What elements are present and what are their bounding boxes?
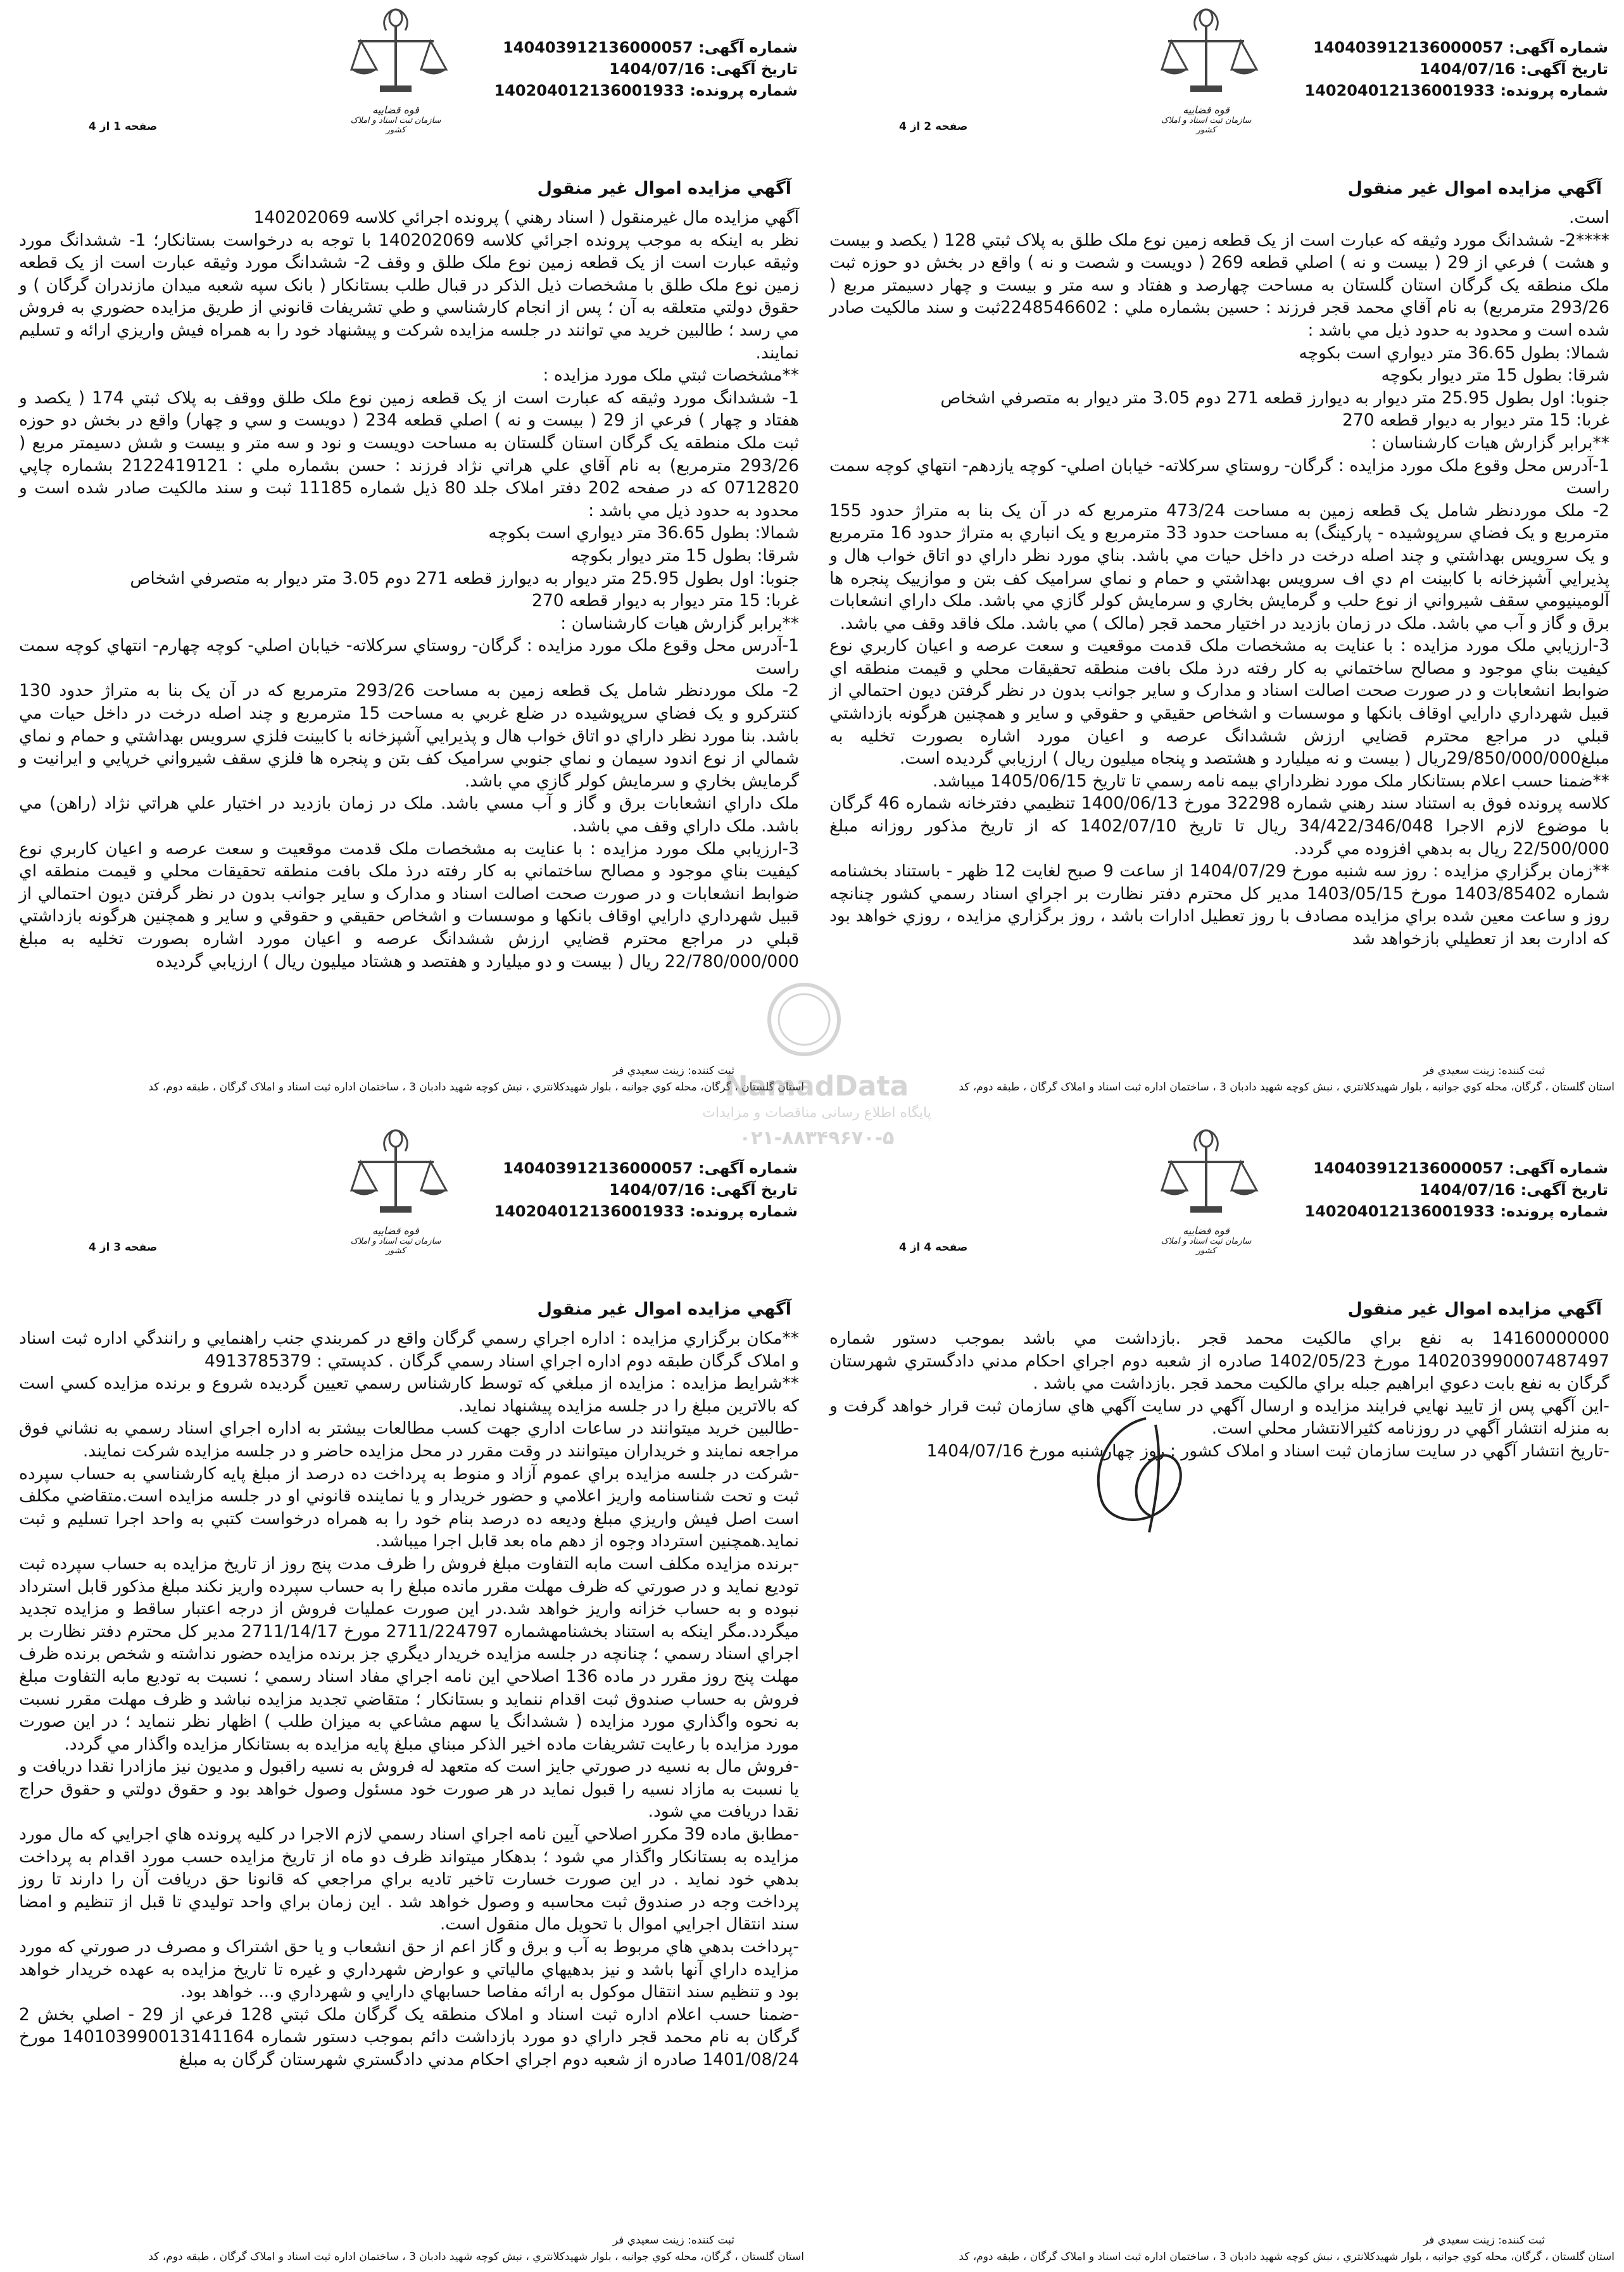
registrar-name: زينت سعيدي فر <box>1423 2234 1495 2247</box>
notice-date: 1404/07/16 <box>1419 1181 1516 1199</box>
paragraph: جنوبا: اول بطول 25.95 متر ديوار به ديوارز قطعه 271 دوم 3.05 متر ديوار به متصرفي اشخاص <box>130 568 799 588</box>
notice-date: 1404/07/16 <box>1419 60 1516 78</box>
paragraph: 3-ارزيابي ملک مورد مزايده : با عنايت به مشخصات ملک قدمت موقعيت و سعت عرصه و اعيان كاربري نوع كيفيت بناي موجود و مصالح ساختماني به كار رفته درذ ملک بافت منطقه تحقيقات محلي و قيمت منطقه اي ضوابط انشعابات و در صورت صحت اصالت اسناد و مدارک و ساير جوانب بدون در نظر گرفتن ديون احتمالي از قبيل شهرداري دارايي اوقاف بانكها و موسسات و اشخاص حقيقي و حقوقي و ساير و همچنين هرگونه بازداشتي قبلي در مراجع محترم قضايي ارزش ششدانگ عرصه و اعيان مورد اشاره بصورت تخليه به مبلغ 22/780/000/000 ريال ( بيست و دو ميليارد و هفتصد و هشتاد ميليون ريال ) ارزيابي گرديده <box>19 838 799 971</box>
notice-date-label: تاریخ آگهی: <box>710 1181 798 1199</box>
notice-meta <box>1279 1158 1608 1222</box>
case-number-label: شماره پرونده: <box>689 82 798 99</box>
registrar-name: زينت سعيدي فر <box>1423 1064 1495 1077</box>
case-number: 140204012136001933 <box>494 1202 685 1220</box>
paragraph: 2- ملک موردنظر شامل يک قطعه زمين به مساحت 293/26 مترمربع كه در آن يک بنا به متراژ حدود 130 كنتركرو و يک فضاي سرپوشيده در ضلع غربي به مساحت 15 مترمربع و چند اصله درخت در داخل حيات مي باشد. بنا مورد نظر داراي دو اتاق خواب هال و پذيرايي آشپزخانه با كابينت فلزي سرويس بهداشتي و حمام و نماي شمالي از نوع اندود سيمان و نماي جنوبي سراميک كف بتن و پنجره ها فلزي سقف شيرواني خرپايي و ايرانيت و گرمايش بخاري و سرمايش كولر گازي مي باشد. <box>19 681 800 791</box>
org-caption: سازمان ثبت اسناد و املاک کشور <box>1161 116 1252 135</box>
paragraph: ****2- ششدانگ مورد وثيقه كه عبارت است از يک قطعه زمين نوع ملک طلق به پلاک ثبتي 128 ( يكصد و بيست و هشت ) فرعي از 29 ( بيست و نه ) اصلي قطعه 269 ( دويست و شصت و نه ) واقع در بخش دو حوزه ثبت ملک منطقه يک گرگان استان گلستان به مساحت چهارصد و هفتاد و سه متر و بيست و چهار دسيمتر مربع ( 293/26 مترمربع) به نام آقاي محمد قجر فرزند : حسين بشماره ملي : 2248546602ثبت و سند مالكيت صادر شده است و محدود به حدود ذيل مي باشد : <box>829 230 1610 340</box>
namaddata-watermark <box>684 975 950 1165</box>
page-footer <box>13 2232 804 2265</box>
emblem-caption: قوه قضاییه <box>1183 1225 1230 1237</box>
notice-number-label: شماره آگهی: <box>698 39 798 56</box>
case-number-label: شماره پرونده: <box>1500 82 1608 99</box>
office-address: استان گلستان ، گرگان، محله كوي جوانبه ، بلوار شهيدكلانتري ، نبش كوچه شهيد دادبان 3 ، ساختمان اداره ثبت اسناد و املاک گرگان ، طبقه دوم، كد <box>148 2250 804 2263</box>
paragraph: 1-آدرس محل وقوع ملک مورد مزايده : گرگان- روستاي سركلاته- خيابان اصلي- كوچه چهارم- انتهاي كوچه سمت راست <box>19 636 799 678</box>
org-caption: سازمان ثبت اسناد و املاک کشور <box>1161 1237 1252 1256</box>
page-number: صفحه 3 از 4 <box>89 1241 158 1254</box>
notice-page-3 <box>13 1127 804 2263</box>
paragraph: **ضمنا حسب اعلام بستانكار ملک مورد نظرداراي بيمه نامه رسمي تا تاريخ 1405/06/15 ميباشد. <box>932 771 1609 791</box>
paragraph: شمالا: بطول 36.65 متر ديواري است بكوچه <box>488 523 799 543</box>
paragraph: آگهي مزايده مال غيرمنقول ( اسناد رهني ) پرونده اجرائي كلاسه 140202069 <box>253 208 799 227</box>
registrar-name: زينت سعيدي فر <box>612 2234 684 2247</box>
paragraph: -طالبين خريد ميتوانند در ساعات اداري جهت كسب مطالعات بيشتر به اداره اجراي اسناد رسمي به نشاني فوق مراجعه نمايند و خريداران ميتوانند در وقت مقرر در محل مزايده حاضر و در جلسه مزايده شركت نمايند. <box>19 1418 799 1461</box>
notice-date-label: تاریخ آگهی: <box>710 60 798 78</box>
notice-meta <box>469 37 798 101</box>
notice-date: 1404/07/16 <box>609 1181 705 1199</box>
notice-date-label: تاریخ آگهی: <box>1520 60 1608 78</box>
emblem-caption: قوه قضاییه <box>372 104 419 116</box>
paragraph: -شركت در جلسه مزايده براي عموم آزاد و منوط به پرداخت ده درصد از مبلغ پايه كارشناسي به حساب سپرده ثبت و تحت شناسنامه واريز اعلامي و حضور خريدار و يا نماينده قانوني او در جلسه مزايده است.متقاضي مكلف است اصل فيش واريزي مبلغ وديعه ده درصد بنام خود را به همراه درخواست كتبي به واحد اجرا تسليم و ثبت نمايد.همچنين استرداد وجوه از دهم ماه بعد قابل اجرا ميباشد. <box>19 1463 799 1551</box>
paragraph: **مكان برگزاري مزايده : اداره اجراي رسمي گرگان واقع در كمربندي جنب راهنمايي و رانندگي اداره ثبت اسناد و املاک گرگان طبقه دوم اداره اجراي اسناد رسمي گرگان . كدپستي : 4913785379 <box>19 1328 799 1371</box>
paragraph: 2- ملک موردنظر شامل يک قطعه زمين به مساحت 473/24 مترمربع كه در آن يک بنا به متراژ حدود 155 مترمربع و يک فضاي سرپوشيده - پاركينگ) به مساحت حدود 33 مترمربع و يک انباري به متراژ حدود 16 مترمربع و يک سرويس بهداشتي و چند اصله درخت در داخل حيات مي باشد. بناي مورد نظر داراي دو اتاق خواب هال و پذيرايي آشپزخانه با كابينت ام دي اف سرويس بهداشتي و حمام و نماي سراميک كف بتن و موازييک پنجره ها آلومينيومي سقف شيرواني از نوع حلب و گرمايش بخاري و سرمايش كولر گازي مي باشد. ملک داراي انشعابات برق و گاز و آب مي باشد. ملک در زمان بازديد در اختيار محمد قجر (مالک ) مي باشد. ملک فاقد وقف مي باشد. <box>829 500 1610 633</box>
office-address: استان گلستان ، گرگان، محله كوي جوانبه ، بلوار شهيدكلانتري ، نبش كوچه شهيد دادبان 3 ، ساختمان اداره ثبت اسناد و املاک گرگان ، طبقه دوم، كد <box>959 1081 1615 1094</box>
paragraph: -مطابق ماده 39 مكرر اصلاحي آيين نامه اجراي اسناد رسمي لازم الاجرا در كليه پرونده هاي اجرايي كه مال مورد مزايده به بستانكار واگذار مي شود ؛ بدهكار ميتواند ظرف دو ماه از تاريخ مزايده حسب مورد اقدام به پرداخت بدهي خود نمايد . در اين صورت خسارت تاخير تاديه براي مراجعي كه قانونا حق دريافت آن را دارند تا روز پرداخت وجه در صندوق ثبت محاسبه و وصول خواهد شد . اين زمان براي واحد توليدي تا قبل از تنظيم و امضا سند انتقال اجرايي اموال با تحويل مال منقول است. <box>19 1824 799 1934</box>
judiciary-emblem <box>342 6 450 142</box>
registrar-label: ثبت كننده: <box>688 2234 734 2247</box>
paragraph: غربا: 15 متر ديوار به ديوار قطعه 270 <box>1342 410 1609 431</box>
watermark-phone: ۰۲۱-۸۸۳۴۹۶۷۰-۵ <box>739 1127 895 1149</box>
judiciary-emblem <box>1152 6 1260 142</box>
paragraph: 1-آدرس محل وقوع ملک مورد مزايده : گرگان- روستاي سركلاته- خيابان اصلي- كوچه يازدهم- انتهاي كوچه سمت راست <box>829 455 1609 498</box>
notice-number-label: شماره آگهی: <box>1509 39 1608 56</box>
judiciary-emblem <box>1152 1127 1260 1263</box>
page-number: صفحه 1 از 4 <box>89 120 158 133</box>
paragraph: كلاسه پرونده فوق به استناد سند رهني شماره 32298 مورخ 1400/06/13 تنظيمي دفترخانه شماره 46 گرگان با موضوع لازم الاجرا 34/422/346/048 ريال تا تاريخ 1402/07/10 كه از تاريخ مذكور روزانه مبلغ 22/500/000 ريال به بدهي افزوده مي گردد. <box>829 793 1610 859</box>
notice-number-label: شماره آگهی: <box>1509 1159 1608 1177</box>
registrar-name: زينت سعيدي فر <box>612 1064 684 1077</box>
notice-number: 140403912136000057 <box>1313 39 1504 56</box>
case-number: 140204012136001933 <box>494 82 685 99</box>
notice-body <box>19 1327 799 2071</box>
registrar-label: ثبت كننده: <box>1498 2234 1545 2247</box>
notice-page-4 <box>823 1127 1615 2263</box>
paragraph: جنوبا: اول بطول 25.95 متر ديوار به ديوارز قطعه 271 دوم 3.05 متر ديوار به متصرفي اشخاص <box>940 388 1609 408</box>
notice-number: 140403912136000057 <box>503 1159 693 1177</box>
paragraph: **مشخصات ثبتي ملک مورد مزايده : <box>543 365 799 386</box>
judiciary-emblem <box>342 1127 450 1263</box>
org-caption: سازمان ثبت اسناد و املاک کشور <box>350 1237 441 1256</box>
notice-body <box>829 206 1609 950</box>
paragraph: 1- ششدانگ مورد وثيقه كه عبارت است از يک قطعه زمين نوع ملک طلق ووقف به پلاک ثبتي 174 ( يكصد و هفتاد و چهار ) فرعي از 29 ( بيست و نه ) اصلي قطعه 234 ( دويست و سي و چهار) واقع در بخش دو حوزه ثبت ملک منطقه يک گرگان استان گلستان به مساحت دويست و نود و سه متر و بيست و شش دسيمتر مربع ( 293/26 مترمربع) به نام آقاي علي هراتي نژاد فرزند : حسن بشماره ملي : 2122419121 بشماره چاپي 0712820 كه در صفحه 202 دفتر املاک جلد 80 ذيل شماره 11185 ثبت و سند مالكيت صادر شده است و محدود به حدود ذيل مي باشد : <box>19 388 799 521</box>
paragraph: -اين آگهي پس از تاييد نهايي فرايند مزايده و ارسال آگهي در سايت آگهي هاي سازمان ثبت قرار خواهد گرفت و به منزله انتشار آگهي در روزنامه كثيرالانتشار محلي است. <box>829 1396 1609 1439</box>
paragraph: است. <box>1568 208 1609 227</box>
paragraph: شرقا: بطول 15 متر ديوار بكوچه <box>1381 365 1609 386</box>
page-header <box>13 6 804 171</box>
paragraph: **شرايط مزايده : مزايده از مبلغي كه توسط كارشناس رسمي تعيين گرديده شروع و برنده مزايده كسي است كه بالاترين مبلغ را در جلسه مزايده پيشنهاد نمايد. <box>19 1373 799 1416</box>
paragraph: شرقا: بطول 15 متر ديوار بكوچه <box>570 545 799 565</box>
org-caption: سازمان ثبت اسناد و املاک کشور <box>350 116 441 135</box>
paragraph: ملک داراي انشعابات برق و گاز و آب مسي باشد. ملک در زمان بازديد در اختيار علي هراتي نژاد (راهن) مي باشد. ملک داراي وقف مي باشد. <box>19 793 799 836</box>
paragraph: 3-ارزيابي ملک مورد مزايده : با عنايت به مشخصات ملک قدمت موقعيت و سعت عرصه و اعيان كاربري نوع كيفيت بناي موجود و مصالح ساختماني به كار رفته درذ ملک بافت منطقه تحقيقات محلي و قيمت منطقه اي ضوابط انشعابات و در صورت صحت اصالت اسناد و مدارک و ساير جوانب بدون در نظر گرفتن ديون احتمالي از قبيل شهرداري دارايي اوقاف بانكها و موسسات و اشخاص حقيقي و حقوقي و ساير و همچنين هرگونه بازداشتي قبلي در مراجع محترم قضايي ارزش ششدانگ عرصه و اعيان مورد اشاره بصورت تخليه به مبلغ29/850/000/000ريال ( بيست و نه ميليارد و هشتصد و پنجاه ميليون ريال ) ارزيابي گرديده است. <box>829 636 1609 769</box>
notice-body <box>19 206 799 973</box>
paragraph: **برابر گزارش هيات كارشناسان : <box>1371 432 1609 453</box>
paragraph: شمالا: بطول 36.65 متر ديواري است بكوچه <box>1299 343 1609 363</box>
notice-date: 1404/07/16 <box>609 60 705 78</box>
paragraph: -برنده مزايده مكلف است مابه التفاوت مبلغ فروش را ظرف مدت پنج روز از تاريخ مزايده به حساب سپرده ثبت توديع نمايد و در صورتي كه ظرف مهلت مقرر مانده مبلغ را به حساب سپرده واريز نكند مبلغ مذكور قابل استرداد نبوده و به حساب خزانه واريز خواهد شد.در اين صورت عمليات فروش از درجه اعتبار ساقط و مزايده تجديد ميگردد.مگر اينكه به استناد بخشنامهشماره 2711/224797 مورخ 2711/14/17 مدير كل محترم دفتر نظارت بر اجراي اسناد رسمي ؛ چنانچه در جلسه مزايده خريدار ديگري جز برنده مزايده حضور نداشته و شخص برنده ظرف مهلت پنج روز مقرر در ماده 136 اصلاحي اين نامه اجراي مفاد اسناد رسمي ؛ نسبت به توديع مابه التفاوت مبلغ فروش به حساب صندوق ثبت اقدام ننمايد و بستانكار ؛ متقاضي تجديد مزايده نباشد و ظرف مهلت مقرر نسبت به نحوه واگذاري مورد مزايده ( ششدانگ يا سهم مشاعي به ميزان طلب ) اظهار نظر ننمايد ؛ در اين صورت مورد مزايده با رعايت تشريفات ماده اخير الذكر مبناي مبلغ پايه مزايده به بستانكار مزايده واگذار مي گردد. <box>19 1553 799 1754</box>
notice-meta <box>1279 37 1608 101</box>
notice-page-1 <box>13 6 804 1111</box>
case-number: 140204012136001933 <box>1304 1202 1495 1220</box>
paragraph: **زمان برگزاري مزايده : روز سه شنبه مورخ 1404/07/29 از ساعت 9 صبح لغايت 12 ظهر - باستناد بخشنامه شماره 1403/85402 مورخ 1403/05/15 مدير كل محترم دفتر نظارت بر اجراي اسناد رسمي كشور چنانچه روز و ساعت معين شده براي مزايده مصادف با روز تعطيل ادارات باشد ، روز برگزاري مزايده ، روزي خواهد بود كه ادارت بعد از تعطيلي بازخواهد شد <box>829 861 1609 949</box>
notice-number: 140403912136000057 <box>1313 1159 1504 1177</box>
paragraph: نظر به اينكه به موجب پرونده اجرائي كلاسه 140202069 با توجه به درخواست بستانكار؛ 1- ششدانگ مورد وثيقه عبارت است از يک قطعه زمين نوع ملک طلق و وقف 2- ششدانگ مورد وثيقه عبارت است از يک قطعه زمين نوع ملک طلق با مشخصات ذيل الذكر در قبال طلب بستانكار ( بانک سپه شعبه ميدان مازندران گرگان ) و حقوق دولتي متعلقه به آن ؛ پس از انجام كارشناسي و طي تشريفات قانوني از طريق مزايده حضوري به فروش مي رسد ؛ طالبين خريد مي توانند در جلسه مزايده شركت و پيشنهاد خود را به همراه فيش واريزي ارائه و تسليم نمايند. <box>19 230 799 363</box>
page-footer <box>823 2232 1615 2265</box>
paragraph: -ضمنا حسب اعلام اداره ثبت اسناد و املاک منطقه يک گرگان ملک ثبتي 128 فرعي از 29 - اصلي بخش 2 گرگان به نام محمد قجر داراي دو مورد بازداشت دائم بموجب دستور شماره 140103990013141164 مورخ 1401/08/24 صادره از شعبه دوم اجراي احكام مدني دادگستري شهرستان گرگان به مبلغ <box>19 2004 800 2069</box>
office-address: استان گلستان ، گرگان، محله كوي جوانبه ، بلوار شهيدكلانتري ، نبش كوچه شهيد دادبان 3 ، ساختمان اداره ثبت اسناد و املاک گرگان ، طبقه دوم، كد <box>148 1081 804 1094</box>
registrar-label: ثبت كننده: <box>688 1064 734 1077</box>
paragraph: -پرداخت بدهي هاي مربوط به آب و برق و گاز اعم از حق انشعاب و يا حق اشتراک و مصرف در صورتي كه مورد مزايده داراي آنها باشد و نيز بدهيهاي مالياتي و عوارض شهرداري و غيره تا تاريخ مزايده به عهده خريدار خواهد بود و تنظيم سند انتقال موكول به ارائه مفاصا حسابهاي دارايي و شهرداري و... خواهد بود. <box>19 1937 799 2002</box>
emblem-caption: قوه قضاییه <box>372 1225 419 1237</box>
watermark-brand: NamadData <box>724 1070 909 1102</box>
page-header <box>823 6 1615 171</box>
notice-date-label: تاریخ آگهی: <box>1520 1181 1608 1199</box>
paragraph: 14160000000 به نفع براي مالكيت محمد قجر .بازداشت مي باشد بموجب دستور شماره 140203990007487497 مورخ 1402/05/23 صادره از شعبه دوم اجراي احكام مدني دادگستري شهرستان گرگان به نفع بابت دعوي ابراهيم جبله براي مالكيت محمد قجر .بازداشت مي باشد . <box>829 1328 1610 1394</box>
case-number-label: شماره پرونده: <box>689 1202 798 1220</box>
office-address: استان گلستان ، گرگان، محله كوي جوانبه ، بلوار شهيدكلانتري ، نبش كوچه شهيد دادبان 3 ، ساختمان اداره ثبت اسناد و املاک گرگان ، طبقه دوم، كد <box>959 2250 1615 2263</box>
notice-page-2 <box>823 6 1615 1111</box>
page-number: صفحه 2 از 4 <box>899 120 968 133</box>
page-number: صفحه 4 از 4 <box>899 1241 968 1254</box>
watermark-tagline: پایگاه اطلاع رسانی مناقصات و مزایدات <box>702 1105 931 1121</box>
paragraph: -فروش مال به نسيه در صورتي جايز است كه متعهد له فروش به نسيه راقبول و مديون نيز مازادرا نقدا دريافت و يا نسبت به مازاد نسيه را قبول نمايد در هر صورت خود مسئول وصول خواهد بود و حقوق دولتي و حقوق حراج نقدا دريافت مي شود. <box>19 1757 799 1822</box>
case-number-label: شماره پرونده: <box>1500 1202 1608 1220</box>
paragraph: غربا: 15 متر ديوار به ديوار قطعه 270 <box>532 591 799 611</box>
page-title: آگهي مزايده اموال غير منقول <box>1347 179 1602 198</box>
notice-number-label: شماره آگهی: <box>698 1159 798 1177</box>
page-title: آگهي مزايده اموال غير منقول <box>1347 1299 1602 1319</box>
page-title: آگهي مزايده اموال غير منقول <box>537 1299 791 1319</box>
paragraph: -تاريخ انتشار آگهي در سايت سازمان ثبت اسناد و املاک كشور : روز چهارشنبه مورخ 1404/07/16 <box>926 1441 1609 1461</box>
notice-number: 140403912136000057 <box>503 39 693 56</box>
notice-meta <box>469 1158 798 1222</box>
handwritten-signature <box>1064 1406 1222 1545</box>
page-title: آگهي مزايده اموال غير منقول <box>537 179 791 198</box>
registrar-label: ثبت كننده: <box>1498 1064 1545 1077</box>
paragraph: **برابر گزارش هيات كارشناسان : <box>560 613 799 633</box>
case-number: 140204012136001933 <box>1304 82 1495 99</box>
emblem-caption: قوه قضاییه <box>1183 104 1230 116</box>
